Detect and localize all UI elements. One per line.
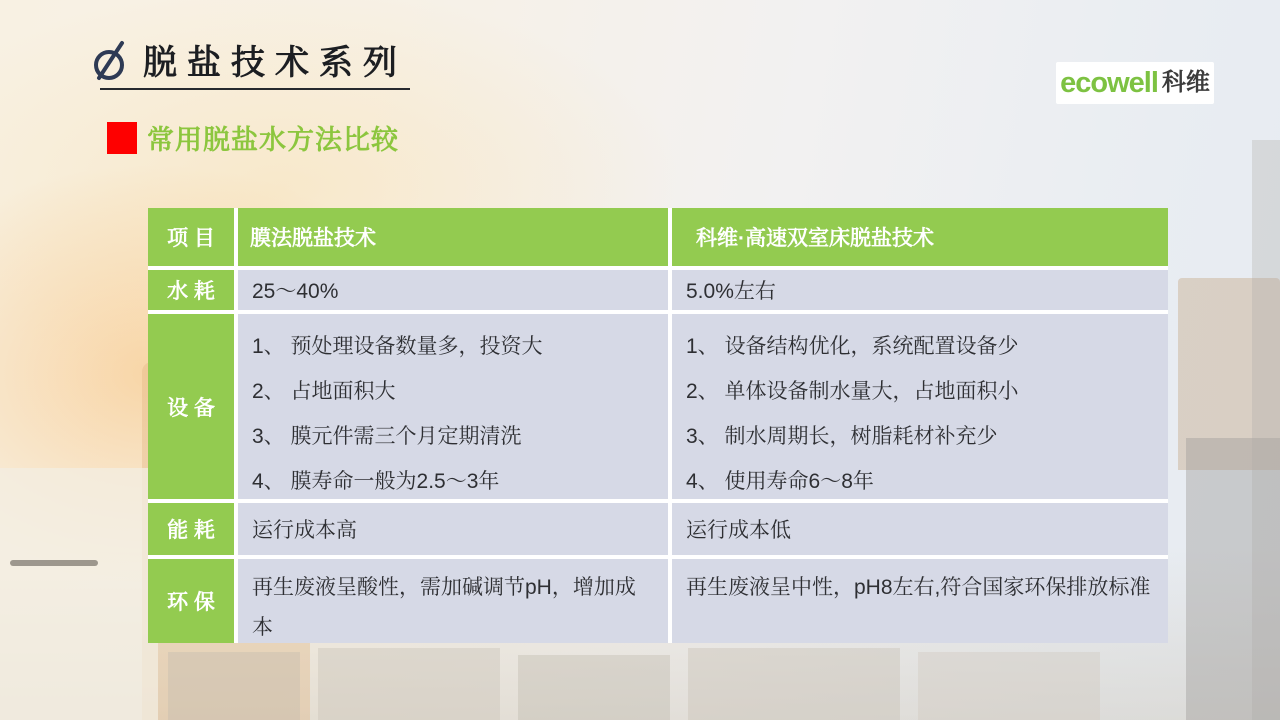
col-header-membrane: 膜法脱盐技术	[238, 208, 668, 266]
row-label-energy: 能 耗	[148, 503, 234, 555]
empty-set-icon	[93, 39, 129, 81]
equipment-membrane-item: 1、 预处理设备数量多，投资大	[252, 335, 543, 358]
equipment-kewei-item: 3、 制水周期长，树脂耗材补充少	[686, 425, 998, 448]
col-header-kewei: 科维·高速双室床脱盐技术	[672, 208, 1168, 266]
equipment-kewei-item: 4、 使用寿命6～8年	[686, 470, 874, 493]
cell-environment-kewei: 再生废液呈中性，pH8左右,符合国家环保排放标准	[672, 559, 1168, 643]
col-header-item: 项 目	[148, 208, 234, 266]
red-square-bullet	[107, 122, 137, 154]
cell-equipment-kewei	[672, 314, 1168, 499]
logo-brand-text: ecowell	[1060, 66, 1158, 99]
equipment-kewei-item: 1、 设备结构优化，系统配置设备少	[686, 335, 1019, 358]
logo-brand-chinese: 科维	[1161, 69, 1210, 96]
background-building-bottom-1	[168, 652, 300, 720]
background-building-left-low	[0, 468, 158, 720]
section-heading: 常用脱盐水方法比较	[147, 125, 399, 155]
cell-energy-kewei: 运行成本低	[672, 503, 1168, 555]
equipment-kewei-item: 2、 单体设备制水量大，占地面积小	[686, 380, 1019, 403]
logo	[1056, 62, 1214, 104]
page-title: 脱盐技术系列	[143, 44, 407, 82]
background-building-right-sliver	[1252, 140, 1280, 720]
row-label-equipment: 设 备	[148, 314, 234, 499]
comparison-table	[148, 208, 1168, 643]
background-building-ledge	[10, 560, 98, 566]
equipment-membrane-item: 3、 膜元件需三个月定期清洗	[252, 425, 522, 448]
section-heading-row	[107, 118, 399, 157]
cell-equipment-membrane	[238, 314, 668, 499]
title-underline	[100, 88, 410, 90]
title-bar	[93, 35, 407, 84]
row-label-water: 水 耗	[148, 270, 234, 310]
cell-energy-membrane: 运行成本高	[238, 503, 668, 555]
equipment-membrane-item: 2、 占地面积大	[252, 380, 396, 403]
equipment-membrane-item: 4、 膜寿命一般为2.5～3年	[252, 470, 500, 493]
row-label-environment: 环 保	[148, 559, 234, 643]
background-building-bottom-4	[688, 648, 900, 720]
cell-water-kewei: 5.0%左右	[672, 270, 1168, 310]
background-building-bottom-5	[918, 652, 1100, 720]
background-building-bottom-2	[318, 648, 500, 720]
cell-environment-membrane: 再生废液呈酸性，需加碱调节pH，增加成本	[238, 559, 668, 643]
background-building-bottom-3	[518, 655, 670, 720]
cell-water-membrane: 25～40%	[238, 270, 668, 310]
